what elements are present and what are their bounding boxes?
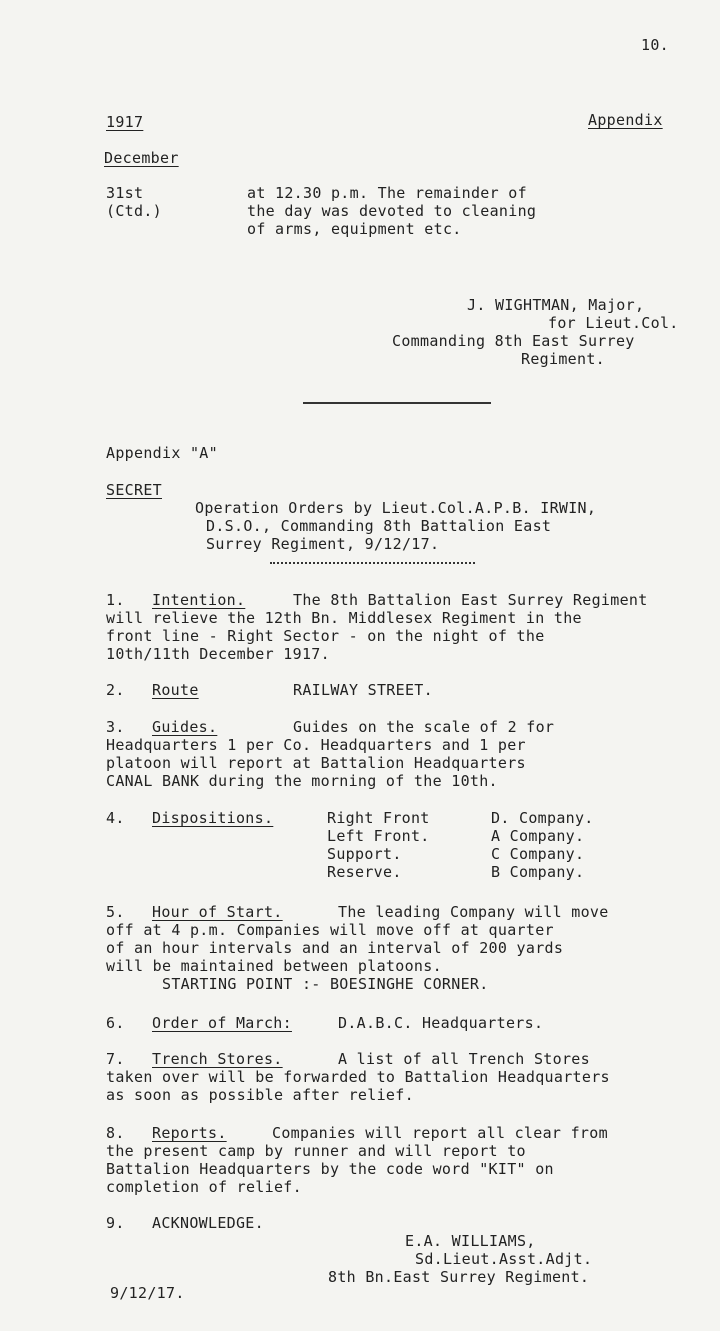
item-number: 8. (106, 1124, 125, 1142)
entry-date-continued: (Ctd.) (106, 202, 162, 220)
item-text: A list of all Trench Stores (338, 1050, 590, 1068)
starting-point: STARTING POINT :- BOESINGHE CORNER. (162, 975, 489, 993)
item-text: Headquarters 1 per Co. Headquarters and 1 per (106, 736, 526, 754)
month: December (104, 149, 179, 167)
disposition-position: Reserve. (327, 863, 402, 881)
entry-line: the day was devoted to cleaning (247, 202, 537, 220)
item-number: 3. (106, 718, 125, 736)
item-text: ACKNOWLEDGE. (152, 1214, 264, 1232)
item-text: CANAL BANK during the morning of the 10th. (106, 772, 498, 790)
signature-line: Sd.Lieut.Asst.Adjt. (415, 1250, 593, 1268)
item-text: Guides on the scale of 2 for (293, 718, 555, 736)
item-text: platoon will report at Battalion Headquarters (106, 754, 526, 772)
item-text: The 8th Battalion East Surrey Regiment (293, 591, 648, 609)
signature-line: J. WIGHTMAN, Major, (467, 296, 645, 314)
item-label-intention: Intention. (152, 591, 246, 609)
item-label-trench-stores: Trench Stores. (152, 1050, 283, 1068)
item-text: the present camp by runner and will report to (106, 1142, 526, 1160)
item-text: as soon as possible after relief. (106, 1086, 414, 1104)
signature-line: for Lieut.Col. (548, 314, 679, 332)
item-number: 2. (106, 681, 125, 699)
dotted-divider (270, 562, 475, 564)
disposition-company: C Company. (491, 845, 585, 863)
signature-line: Commanding 8th East Surrey (392, 332, 635, 350)
item-label-order-of-march: Order of March: (152, 1014, 292, 1032)
year: 1917 (106, 113, 144, 131)
item-label-guides: Guides. (152, 718, 218, 736)
signature-line: E.A. WILLIAMS, (405, 1232, 536, 1250)
section-divider (303, 402, 491, 404)
item-number: 6. (106, 1014, 125, 1032)
secret-label: SECRET (106, 481, 162, 499)
disposition-position: Right Front (327, 809, 430, 827)
item-number: 5. (106, 903, 125, 921)
entry-line: at 12.30 p.m. The remainder of (247, 184, 527, 202)
item-text: completion of relief. (106, 1178, 302, 1196)
item-text: RAILWAY STREET. (293, 681, 433, 699)
item-text: 10th/11th December 1917. (106, 645, 330, 663)
item-text: will be maintained between platoons. (106, 957, 442, 975)
item-text: Companies will report all clear from (272, 1124, 608, 1142)
item-text: front line - Right Sector - on the night of the (106, 627, 545, 645)
footer-date: 9/12/17. (110, 1284, 185, 1302)
item-label-hour-of-start: Hour of Start. (152, 903, 283, 921)
disposition-company: A Company. (491, 827, 585, 845)
item-number: 4. (106, 809, 125, 827)
item-text: of an hour intervals and an interval of 200 yards (106, 939, 564, 957)
appendix-label: Appendix (588, 111, 663, 129)
item-label-dispositions: Dispositions. (152, 809, 274, 827)
signature-line: Regiment. (521, 350, 605, 368)
entry-line: of arms, equipment etc. (247, 220, 462, 238)
disposition-company: B Company. (491, 863, 585, 881)
disposition-position: Left Front. (327, 827, 430, 845)
item-text: The leading Company will move (338, 903, 609, 921)
item-label-route: Route (152, 681, 199, 699)
entry-date: 31st (106, 184, 144, 202)
item-text: off at 4 p.m. Companies will move off at quarter (106, 921, 554, 939)
item-text: will relieve the 12th Bn. Middlesex Regiment in the (106, 609, 582, 627)
disposition-position: Support. (327, 845, 402, 863)
page-number: 10. (641, 36, 669, 54)
orders-heading-line: Surrey Regiment, 9/12/17. (206, 535, 440, 553)
item-label-reports: Reports. (152, 1124, 227, 1142)
orders-heading-line: D.S.O., Commanding 8th Battalion East (206, 517, 552, 535)
item-text: D.A.B.C. Headquarters. (338, 1014, 544, 1032)
item-text: Battalion Headquarters by the code word "KIT" on (106, 1160, 554, 1178)
appendix-a-title: Appendix "A" (106, 444, 218, 462)
orders-heading-line: Operation Orders by Lieut.Col.A.P.B. IRWIN, (195, 499, 597, 517)
item-number: 7. (106, 1050, 125, 1068)
item-number: 1. (106, 591, 125, 609)
item-text: taken over will be forwarded to Battalion Headquarters (106, 1068, 610, 1086)
signature-line: 8th Bn.East Surrey Regiment. (328, 1268, 590, 1286)
item-number: 9. (106, 1214, 125, 1232)
disposition-company: D. Company. (491, 809, 594, 827)
